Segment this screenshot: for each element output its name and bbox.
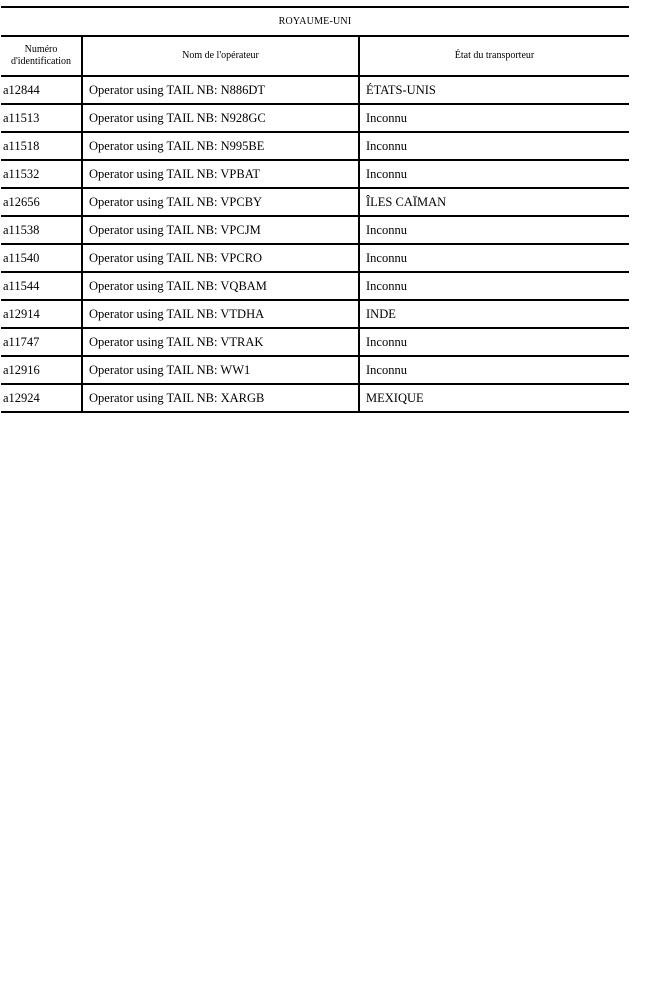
cell-id: a11747 bbox=[1, 328, 82, 356]
cell-operator: Operator using TAIL NB: VQBAM bbox=[82, 272, 359, 300]
cell-state: Inconnu bbox=[359, 104, 629, 132]
cell-operator: Operator using TAIL NB: N995BE bbox=[82, 132, 359, 160]
cell-state: Inconnu bbox=[359, 356, 629, 384]
header-state: État du transporteur bbox=[359, 36, 629, 76]
cell-operator: Operator using TAIL NB: VTRAK bbox=[82, 328, 359, 356]
cell-state: ÎLES CAÏMAN bbox=[359, 188, 629, 216]
cell-state: MEXIQUE bbox=[359, 384, 629, 412]
table-title: ROYAUME-UNI bbox=[1, 7, 629, 36]
cell-operator: Operator using TAIL NB: XARGB bbox=[82, 384, 359, 412]
table-row bbox=[1, 160, 629, 188]
table-row bbox=[1, 76, 629, 104]
header-operator: Nom de l'opérateur bbox=[82, 36, 359, 76]
cell-state: Inconnu bbox=[359, 244, 629, 272]
cell-operator: Operator using TAIL NB: VPCRO bbox=[82, 244, 359, 272]
cell-state: Inconnu bbox=[359, 132, 629, 160]
table-row bbox=[1, 216, 629, 244]
table-row bbox=[1, 104, 629, 132]
cell-operator: Operator using TAIL NB: VPCJM bbox=[82, 216, 359, 244]
table-body bbox=[1, 76, 629, 412]
cell-id: a12656 bbox=[1, 188, 82, 216]
header-id-line1: Numéro bbox=[24, 44, 58, 55]
cell-id: a11540 bbox=[1, 244, 82, 272]
cell-operator: Operator using TAIL NB: N928GC bbox=[82, 104, 359, 132]
table-row bbox=[1, 300, 629, 328]
table-header-row bbox=[1, 36, 629, 76]
cell-id: a11544 bbox=[1, 272, 82, 300]
cell-id: a11532 bbox=[1, 160, 82, 188]
cell-id: a12844 bbox=[1, 76, 82, 104]
cell-state: Inconnu bbox=[359, 328, 629, 356]
table-title-row bbox=[1, 7, 629, 36]
table-row bbox=[1, 356, 629, 384]
cell-operator: Operator using TAIL NB: VTDHA bbox=[82, 300, 359, 328]
header-id bbox=[1, 36, 82, 76]
cell-operator: Operator using TAIL NB: WW1 bbox=[82, 356, 359, 384]
table-row bbox=[1, 272, 629, 300]
cell-state: Inconnu bbox=[359, 272, 629, 300]
cell-operator: Operator using TAIL NB: VPCBY bbox=[82, 188, 359, 216]
cell-state: ÉTATS-UNIS bbox=[359, 76, 629, 104]
table-row bbox=[1, 132, 629, 160]
cell-operator: Operator using TAIL NB: VPBAT bbox=[82, 160, 359, 188]
cell-id: a11513 bbox=[1, 104, 82, 132]
table-row bbox=[1, 188, 629, 216]
cell-state: INDE bbox=[359, 300, 629, 328]
table-row bbox=[1, 384, 629, 412]
cell-operator: Operator using TAIL NB: N886DT bbox=[82, 76, 359, 104]
cell-id: a12916 bbox=[1, 356, 82, 384]
table-row bbox=[1, 244, 629, 272]
operator-table bbox=[1, 6, 629, 413]
cell-id: a12924 bbox=[1, 384, 82, 412]
cell-id: a11538 bbox=[1, 216, 82, 244]
header-id-line2: d'identification bbox=[10, 56, 72, 67]
cell-state: Inconnu bbox=[359, 160, 629, 188]
cell-id: a11518 bbox=[1, 132, 82, 160]
table-row bbox=[1, 328, 629, 356]
cell-state: Inconnu bbox=[359, 216, 629, 244]
cell-id: a12914 bbox=[1, 300, 82, 328]
